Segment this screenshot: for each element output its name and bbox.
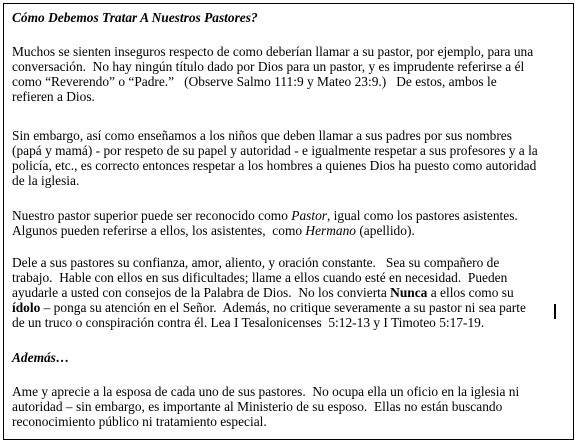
paragraph-1-line-3: como “Reverendo” o “Padre.” (Observe Salmo 111:9 y Mateo 23:9.) De estos, ambos le (12, 74, 497, 89)
text-cursor (554, 304, 556, 319)
p3-text-d: Algunos pueden referirse a ellos, los asistentes, como (12, 223, 306, 238)
p4-idolo-bold: ídolo (12, 300, 41, 315)
paragraph-2-line-1: Sin embargo, así como enseñamos a los niños que deben llamar a sus padres por sus nombres (12, 128, 512, 143)
paragraph-1-line-2: conversación. No hay ningún título dado por Dios para un pastor, y es imprudente referirse a él (12, 59, 525, 74)
heading-ademas: Además… (12, 350, 70, 365)
paragraph-1 (12, 44, 533, 104)
document-frame (3, 3, 574, 440)
paragraph-5 (12, 384, 519, 429)
heading-2-block (12, 350, 69, 365)
document-title-block (12, 10, 258, 25)
paragraph-4-line-5: de un truco o conspiración contra él. Lea I Tesalonicenses 5:12-13 y I Timoteo 5:17-19. (12, 315, 485, 330)
p4-nunca-bold: Nunca (390, 285, 428, 300)
paragraph-5-line-1: Ame y aprecie a la esposa de cada uno de sus pastores. No ocupa ella un oficio en la iglesia ni (12, 384, 520, 399)
paragraph-3-line-2 (12, 223, 518, 238)
document-title: Cómo Debemos Tratar A Nuestros Pastores? (12, 10, 258, 25)
paragraph-2-line-4: de la iglesia. (12, 173, 80, 188)
p3-text-f: (apellido). (356, 223, 415, 238)
p3-pastor-italic: Pastor (291, 208, 327, 223)
paragraph-4-line-1: Dele a sus pastores su confianza, amor, aliento, y oración constante. Sea su compañero de (12, 255, 500, 270)
paragraph-5-line-2: autoridad – sin embargo, es importante al Ministerio de su esposo. Ellas no están buscando (12, 399, 503, 414)
paragraph-3-line-1 (12, 208, 518, 223)
p3-hermano-italic: Hermano (305, 223, 356, 238)
paragraph-2 (12, 128, 538, 188)
paragraph-5-line-3: reconocimiento público ni tratamiento especial. (12, 414, 267, 429)
paragraph-1-line-1: Muchos se sienten inseguros respecto de como deberían llamar a su pastor, por ejemplo, para una (12, 44, 534, 59)
p3-text-c: , igual como los pastores asistentes. (326, 208, 518, 223)
paragraph-2-line-3: policía, etc., es correcto entonces respetar a los hombres a quienes Dios ha puesto como autoridad (12, 158, 537, 173)
paragraph-4-line-2: trabajo. Hable con ellos en sus dificultades; llame a ellos cuando esté en necesidad. Pueden (12, 270, 508, 285)
paragraph-4-line-4 (12, 300, 526, 315)
paragraph-3 (12, 208, 518, 238)
paragraph-4-line-3 (12, 285, 526, 300)
p4-text-a: ayudarle a usted con consejos de la Palabra de Dios. No los convierta (12, 285, 391, 300)
paragraph-4 (12, 255, 526, 330)
paragraph-2-line-2: (papá y mamá) - por respeto de su papel y autoridad - e igualmente respetar a sus profesores y a la (12, 143, 538, 158)
p4-text-d: – ponga su atención en el Señor. Además, no critique severamente a su pastor ni sea parte (40, 300, 526, 315)
p4-text-c: a ellos como su (427, 285, 514, 300)
paragraph-1-line-4: refieren a Dios. (12, 89, 95, 104)
p3-text-a: Nuestro pastor superior puede ser reconocido como (12, 208, 292, 223)
